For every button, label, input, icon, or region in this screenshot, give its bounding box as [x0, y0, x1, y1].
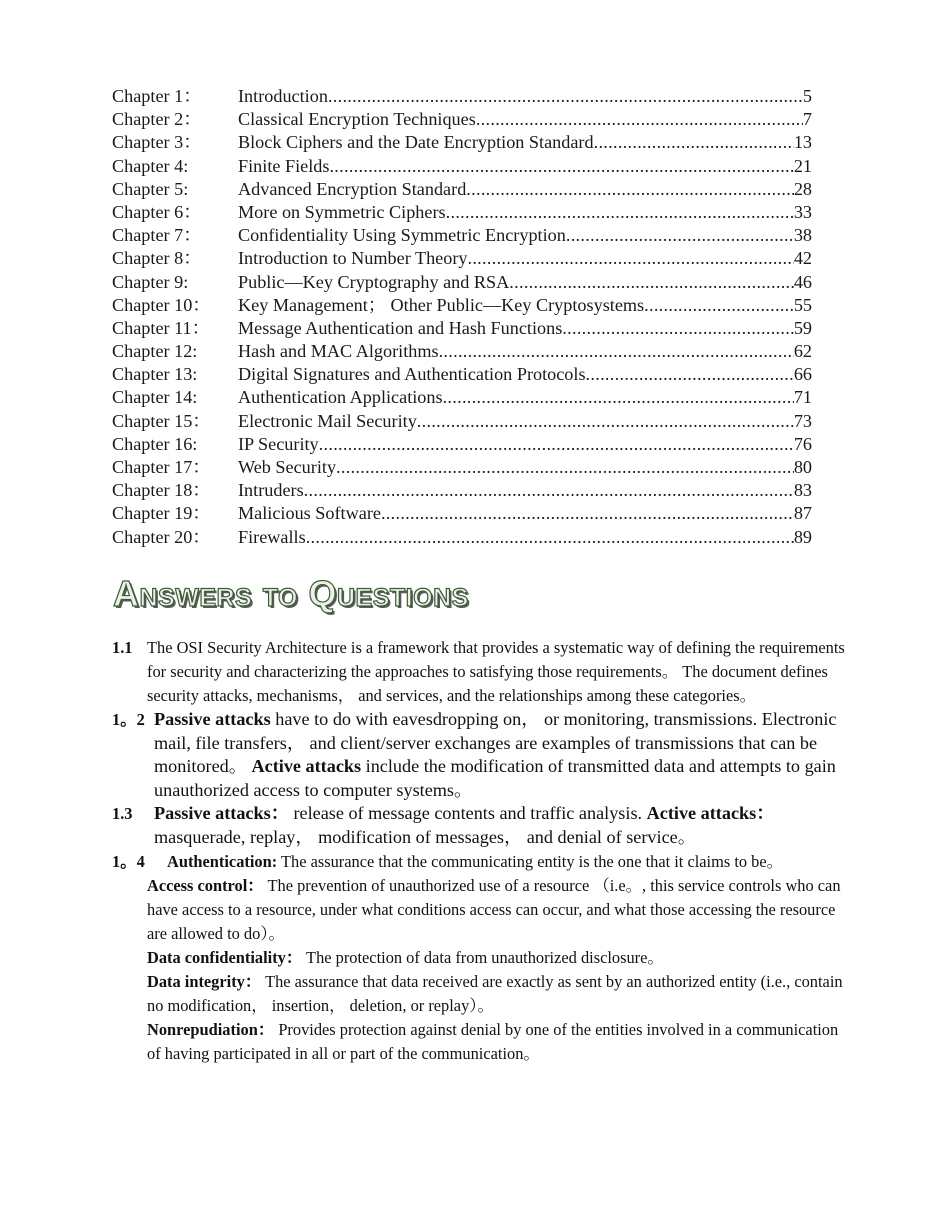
- answer-text-part: have to do with eavesdropping on， or monitoring, transmissions. Electronic mail, file transfers， and client/server exchanges are examples of transmissions that can be monitored。: [154, 709, 837, 777]
- toc-chapter-label: Chapter 1：: [112, 86, 202, 106]
- toc-page-number: 80: [793, 457, 812, 477]
- toc-entry[interactable]: [112, 479, 812, 502]
- definition-item: [147, 946, 847, 970]
- answer-text: [154, 802, 847, 849]
- toc-dot-leader: [476, 108, 803, 131]
- toc-page-number: 42: [793, 248, 812, 269]
- answer-1-4: [112, 850, 847, 1066]
- answer-text: [154, 708, 847, 802]
- toc-page-number: 89: [793, 526, 812, 547]
- toc-chapter-label: Chapter 7：: [112, 225, 202, 246]
- toc-page-number: 13: [793, 132, 812, 153]
- toc-chapter-title: Public—Key Cryptography and RSA: [238, 271, 510, 292]
- term: Passive attacks：: [154, 803, 289, 824]
- toc-entry[interactable]: [112, 247, 812, 270]
- toc-chapter-label: Chapter 15：: [112, 410, 211, 431]
- toc-chapter-label: Chapter 14:: [112, 387, 198, 408]
- toc-entry[interactable]: [112, 317, 812, 340]
- toc-chapter-label: Chapter 8：: [112, 248, 202, 269]
- toc-entry[interactable]: [112, 363, 812, 386]
- section-heading: Answers to Questions: [113, 573, 469, 614]
- toc-chapter-title: Web Security: [238, 457, 337, 477]
- toc-dot-leader: [443, 386, 794, 409]
- toc-chapter-title: Classical Encryption Techniques: [238, 109, 476, 130]
- toc-page-number: 73: [793, 410, 812, 431]
- toc-chapter-label: Chapter 2：: [112, 109, 202, 130]
- toc-page-number: 71: [793, 387, 812, 408]
- toc-chapter-label: Chapter 11：: [112, 317, 210, 338]
- toc-entry[interactable]: [112, 201, 812, 224]
- toc-page-number: 83: [793, 480, 812, 501]
- toc-dot-leader: [586, 363, 794, 386]
- term: Passive attacks: [154, 709, 271, 729]
- toc-dot-leader: [306, 526, 794, 549]
- toc-page-number: 46: [793, 271, 812, 292]
- toc-entry[interactable]: [112, 131, 812, 154]
- toc-dot-leader: [439, 340, 794, 363]
- answer-1-2: [112, 708, 847, 802]
- toc-entry[interactable]: [112, 85, 812, 108]
- toc-dot-leader: [509, 271, 794, 294]
- toc-chapter-title: Firewalls: [238, 526, 306, 547]
- toc-dot-leader: [329, 155, 793, 178]
- answer-1-1: [112, 636, 847, 708]
- toc-chapter-label: Chapter 6：: [112, 201, 202, 222]
- toc-chapter-title: Malicious Software: [238, 503, 381, 524]
- toc-chapter-title: Block Ciphers and the Date Encryption Standard: [238, 132, 594, 153]
- toc-dot-leader: [594, 131, 794, 154]
- definition-item: [147, 850, 847, 874]
- toc-page-number: 33: [793, 201, 812, 222]
- toc-entry[interactable]: [112, 178, 812, 201]
- answer-number: 1.3: [112, 804, 133, 824]
- toc-dot-leader: [566, 224, 794, 247]
- toc-chapter-title: Confidentiality Using Symmetric Encryption: [238, 225, 566, 246]
- toc-page-number: 5: [802, 86, 812, 106]
- toc-dot-leader: [466, 178, 794, 201]
- definition-item: [147, 970, 847, 1018]
- definition-text: The assurance that data received are exactly as sent by an authorized entity (i.e., contain no modification， insertion， deletion, or replay）。: [147, 971, 843, 1015]
- toc-chapter-title: Digital Signatures and Authentication Protocols: [238, 364, 586, 385]
- answer-definitions: [147, 850, 847, 1066]
- definition-text: The protection of data from unauthorized disclosure。: [302, 947, 664, 967]
- toc-entry[interactable]: [112, 433, 812, 456]
- toc-dot-leader: [467, 247, 793, 270]
- toc-entry[interactable]: [112, 410, 812, 433]
- toc-chapter-label: Chapter 19：: [112, 503, 211, 524]
- toc-chapter-label: Chapter 18：: [112, 480, 211, 501]
- toc-entry[interactable]: [112, 456, 812, 479]
- toc-entry[interactable]: [112, 271, 812, 294]
- toc-entry[interactable]: [112, 155, 812, 178]
- toc-page-number: 62: [793, 341, 812, 362]
- term: Authentication:: [167, 851, 278, 871]
- toc-dot-leader: [417, 410, 794, 433]
- term: Access control：: [147, 875, 264, 895]
- toc-page-number: 7: [802, 109, 812, 130]
- answer-number: 1。2: [112, 710, 145, 729]
- term: Nonrepudiation：: [147, 1019, 275, 1039]
- toc-page-number: 87: [793, 503, 812, 524]
- toc-dot-leader: [446, 201, 794, 224]
- definition-text: The assurance that the communicating entity is the one that it claims to be。: [277, 851, 784, 871]
- toc-page-number: 21: [793, 155, 812, 176]
- toc-entry[interactable]: [112, 386, 812, 409]
- toc-chapter-title: Introduction to Number Theory: [238, 248, 468, 269]
- toc-dot-leader: [319, 433, 794, 456]
- term: Data integrity：: [147, 971, 262, 991]
- toc-dot-leader: [644, 294, 794, 317]
- toc-chapter-label: Chapter 5:: [112, 178, 189, 199]
- toc-chapter-label: Chapter 3：: [112, 132, 202, 153]
- toc-chapter-label: Chapter 4:: [112, 155, 189, 176]
- term: Data confidentiality：: [147, 947, 303, 967]
- toc-chapter-title: More on Symmetric Ciphers: [238, 201, 446, 222]
- toc-chapter-title: IP Security: [238, 433, 319, 454]
- answer-text: The OSI Security Architecture is a framework that provides a systematic way of defining the requirements for security and characterizing the approaches to satisfying those requirements。 The document defines security attacks, mechanisms， and services, and the relationships among these categories。: [147, 638, 845, 705]
- toc-dot-leader: [336, 456, 794, 479]
- toc-dot-leader: [304, 479, 794, 502]
- term: Active attacks：: [646, 803, 775, 824]
- toc-chapter-label: Chapter 20：: [112, 526, 211, 547]
- answer-number: 1.1: [112, 638, 133, 657]
- toc-dot-leader: [328, 85, 803, 108]
- toc-chapter-title: Advanced Encryption Standard: [238, 178, 467, 199]
- toc-page-number: 38: [793, 225, 812, 246]
- toc-entry[interactable]: [112, 224, 812, 247]
- toc-page-number: 76: [793, 433, 812, 454]
- toc-chapter-title: Electronic Mail Security: [238, 410, 417, 431]
- definition-text: The prevention of unauthorized use of a resource （i.e。, this service controls who can have access to a resource, under what conditions access can occur, and what those accessing the resource are allowed to do）。: [147, 875, 841, 943]
- toc-chapter-title: Introduction: [238, 86, 328, 106]
- answer-number: 1。4: [112, 851, 145, 871]
- toc-entry[interactable]: [112, 526, 812, 549]
- toc-chapter-label: Chapter 12:: [112, 341, 198, 362]
- toc-chapter-title: Authentication Applications: [238, 387, 443, 408]
- answer-1-3: [112, 802, 847, 849]
- toc-chapter-label: Chapter 9:: [112, 271, 189, 292]
- toc-entry[interactable]: [112, 294, 812, 317]
- toc-page-number: 55: [793, 294, 812, 315]
- definition-item: [147, 1018, 847, 1066]
- table-of-contents: [112, 85, 812, 549]
- toc-entry[interactable]: [112, 108, 812, 131]
- toc-chapter-label: Chapter 17：: [112, 457, 211, 477]
- toc-chapter-title: Intruders: [238, 480, 304, 501]
- toc-chapter-label: Chapter 10：: [112, 294, 211, 315]
- toc-page-number: 66: [793, 364, 812, 385]
- toc-chapter-title: Finite Fields: [238, 155, 330, 176]
- toc-dot-leader: [562, 317, 794, 340]
- toc-entry[interactable]: [112, 340, 812, 363]
- answer-text-part: include the modification of transmitted data and attempts to gain unauthorized access to computer systems。: [154, 756, 836, 800]
- toc-page-number: 28: [793, 178, 812, 199]
- toc-dot-leader: [381, 502, 794, 525]
- toc-chapter-label: Chapter 13:: [112, 364, 198, 385]
- toc-entry[interactable]: [112, 502, 812, 525]
- toc-page-number: 59: [793, 317, 812, 338]
- definition-text: Provides protection against denial by one of the entities involved in a communication of having participated in all or part of the communication。: [147, 1019, 839, 1063]
- definition-item: [147, 874, 847, 946]
- toc-chapter-title: Message Authentication and Hash Functions: [238, 317, 563, 338]
- term: Active attacks: [251, 756, 362, 777]
- answers-section: [112, 636, 847, 1066]
- toc-chapter-title: Key Management； Other Public—Key Cryptosystems: [238, 294, 645, 315]
- answer-text-part: masquerade, replay， modification of messages， and denial of service。: [154, 826, 696, 847]
- toc-chapter-title: Hash and MAC Algorithms: [238, 341, 439, 362]
- toc-chapter-label: Chapter 16:: [112, 433, 198, 454]
- answer-text-part: release of message contents and traffic analysis.: [288, 803, 647, 824]
